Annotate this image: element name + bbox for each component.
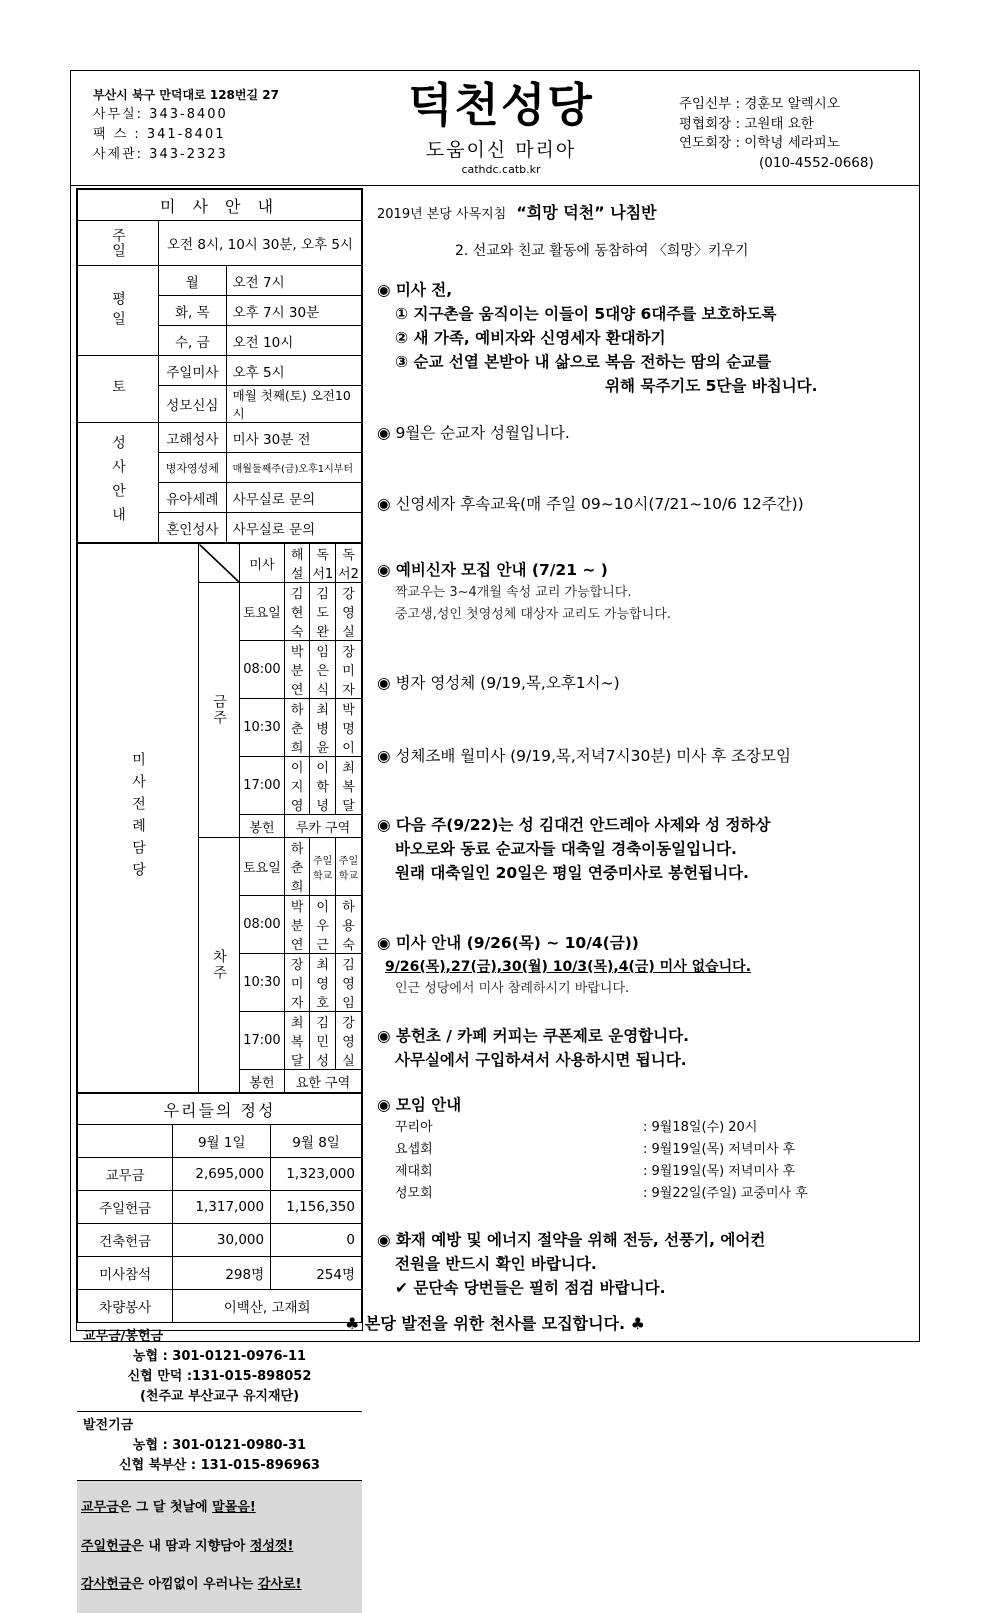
saturday-time: 오후 5시 (226, 356, 361, 386)
duty-cell: 강영실 (335, 1012, 361, 1070)
duty-cell: 08:00 (240, 641, 285, 699)
saturday-item: 성모신심 (159, 386, 227, 423)
sunday-times: 오전 8시, 10시 30분, 오후 5시 (159, 221, 362, 266)
slogan-line: 감사헌금은 아낌없이 우러나는 감사로! (81, 1577, 302, 1592)
diagonal-cell (199, 544, 240, 583)
duty-cell: 장미자 (335, 641, 361, 699)
giving-date: 9월 8일 (271, 1125, 362, 1158)
slogan-box (77, 1481, 362, 1613)
this-week-label: 금주 (199, 583, 240, 838)
slogan-line: 교무금은 그 달 첫날에 말몰음! (81, 1500, 256, 1515)
weekday-time: 오전 7시 (226, 266, 361, 296)
giving-value: 1,323,000 (271, 1158, 362, 1191)
bulletin-page (70, 70, 920, 1592)
giving-value: 1,156,350 (271, 1191, 362, 1224)
sunday-label: 주일 (78, 221, 159, 266)
account-line: 농협 : 301-0121-0976-11 (132, 1349, 307, 1364)
notice-item: ◉ 병자 영성체 (9/19,목,오후1시~) (377, 674, 620, 692)
duty-cell: 김도완 (310, 583, 336, 641)
notice-item: ◉ 다음 주(9/22)는 성 김대건 안드레아 사제와 성 정하상 바오로와 동료 순교자들 대축일 경축이동일입니다. 원래 대축일인 20일은 평일 연중미사로 봉헌됩니다. (377, 816, 771, 882)
notice-item: ◉ 성체조배 월미사 (9/19,목,저녁7시30분) 미사 후 조장모임 (377, 747, 791, 765)
pastor: 주임신부 : 경훈모 알렉시오 (679, 96, 840, 112)
duty-cell: 최복달 (284, 1012, 310, 1070)
giving-value: 0 (271, 1224, 362, 1257)
giving-label: 미사참석 (78, 1257, 173, 1290)
duty-cell: 토요일 (240, 583, 285, 641)
duty-cell: 김영임 (335, 954, 361, 1012)
offering-zone: 루카 구역 (284, 815, 361, 838)
mass-heading: 미 사 안 내 (78, 190, 362, 221)
duty-label: 미사전례담당 (78, 544, 199, 1093)
weekday-day: 월 (159, 266, 227, 296)
notice-item: ◉ 예비신자 모집 안내 (7/21 ~ ) 짝교우는 3~4개월 속성 교리 가능합니다. 중고생,성인 첫영성체 대상자 교리도 가능합니다. (377, 561, 671, 622)
sacrament-name: 병자영성체 (159, 453, 227, 483)
giving-label: 교무금 (78, 1158, 173, 1191)
council-chair: 평협회장 : 고원태 요한 (679, 115, 814, 132)
footer-banner: ♣ 본당 발전을 위한 천사를 모집합니다. ♣ (344, 1314, 646, 1333)
giving-value: 30,000 (173, 1224, 271, 1257)
giving-value: 254명 (271, 1257, 362, 1290)
notice-item: ◉ 봉헌초 / 카페 커피는 쿠폰제로 운영합니다. 사무실에서 구입하셔서 사용하시면 됩니다. (377, 1027, 689, 1069)
office-phone: 사무실: 343-8400 (93, 107, 228, 122)
saturday-time: 매월 첫째(토) 오전10시 (226, 386, 361, 423)
website: cathdc.catb.kr (461, 163, 541, 176)
fax-number: 팩 스 : 341-8401 (93, 127, 226, 142)
giving-value: 2,695,000 (173, 1158, 271, 1191)
weekday-label: 평일 (78, 266, 159, 356)
duty-col-header: 독서1 (310, 544, 336, 583)
sacrament-label: 성사안내 (78, 423, 159, 543)
giving-label: 주일헌금 (78, 1191, 173, 1224)
vehicle-label: 차량봉사 (78, 1290, 173, 1323)
duty-cell: 최병윤 (310, 699, 336, 757)
notice-item: ◉ 모임 안내 꾸리아 : 9월18일(수) 20시 요셉회 : 9월19일(목) 저녁미사 후 제대회 : 9월19일(목) 저녁미사 후 성모회 : 9월22일(주일) 교중미사 후 (377, 1093, 808, 1205)
giving-label: 건축헌금 (78, 1224, 173, 1257)
weekday-day: 수, 금 (159, 326, 227, 356)
notice-item: ◉ 화재 예방 및 에너지 절약을 위해 전등, 선풍기, 에어컨 전원을 반드시 확인 바랍니다. ✔ 문단속 당번들은 필히 점검 바랍니다. (377, 1231, 766, 1297)
next-week-label: 차주 (199, 838, 240, 1093)
giving-date: 9월 1일 (173, 1125, 271, 1158)
giving-value: 298명 (173, 1257, 271, 1290)
giving-heading: 우리들의 정성 (78, 1094, 362, 1125)
saturday-item: 주일미사 (159, 356, 227, 386)
duty-cell: 최영호 (310, 954, 336, 1012)
duty-cell: 하춘희 (284, 838, 310, 896)
sacrament-info: 사무실로 문의 (226, 483, 361, 513)
slogan-line: 주일헌금은 내 땀과 지향담아 정성껏! (81, 1538, 294, 1554)
meeting-row: 성모회 : 9월22일(주일) 교중미사 후 (395, 1186, 808, 1201)
duty-cell: 하춘희 (284, 699, 310, 757)
account-line: 농협 : 301-0121-0980-31 (132, 1438, 307, 1453)
duty-cell: 17:00 (240, 1012, 285, 1070)
staff-block (679, 95, 874, 173)
notice-item: ◉ 신영세자 후속교육(매 주일 09~10시(7/21~10/6 12주간)) (377, 495, 804, 513)
mass-table (77, 189, 362, 543)
rectory-phone: 사제관: 343-2323 (93, 147, 228, 162)
duty-cell: 김현숙 (284, 583, 310, 641)
meeting-row: 꾸리아 : 9월18일(수) 20시 (395, 1120, 758, 1135)
patron-name: 도움이신 마리아 (425, 139, 577, 161)
bulletin-header (71, 71, 919, 186)
offering-label: 봉헌 (240, 1070, 285, 1093)
tithe-title: 교무금/봉헌금 (83, 1329, 164, 1344)
account-line: 신협 만덕 :131-015-898052 (127, 1369, 312, 1384)
duty-cell: 최복달 (335, 757, 361, 815)
account-line: (천주교 부산교구 유지재단) (139, 1389, 300, 1404)
tithe-accounts (77, 1323, 362, 1412)
notice-item: ◉ 미사 전, ① 지구촌을 움직이는 이들이 5대양 6대주를 보호하도록 ② 새 가족, 예비자와 신영세자 환대하기 ③ 순교 선열 본받아 내 삶으로 복음 전하는 땀의 순교를 위해 묵주기도 5단을 바칩니다. (377, 281, 818, 395)
address: 부산시 북구 만덕대로 128번길 27 (93, 88, 279, 102)
account-line: 신협 북부산 : 131-015-896963 (119, 1458, 320, 1473)
notice-item: ◉ 미사 안내 (9/26(목) ~ 10/4(금)) 9/26(목),27(금),30(월) 10/3(목),4(금) 미사 없습니다. 인근 성당에서 미사 참례하시기 바랍니다. (377, 934, 752, 996)
duty-cell: 임은식 (310, 641, 336, 699)
weekday-time: 오후 7시 30분 (226, 296, 361, 326)
duty-cell: 박분연 (284, 641, 310, 699)
duty-col-header: 해 설 (284, 544, 310, 583)
sacrament-info: 매월둘째주(금)오후1시부터 (226, 453, 361, 483)
duty-table (77, 543, 362, 1093)
offering-zone: 요한 구역 (284, 1070, 361, 1093)
church-name: 덕천성당 (408, 78, 594, 132)
duty-cell: 이학녕 (310, 757, 336, 815)
contact-block (93, 85, 279, 165)
sacrament-name: 혼인성사 (159, 513, 227, 543)
duty-cell: 장미자 (284, 954, 310, 1012)
duty-cell: 토요일 (240, 838, 285, 896)
saturday-label: 토 (78, 356, 159, 423)
pastoral-subtitle: 2. 선교와 친교 활동에 동참하여 〈희망〉키우기 (455, 243, 749, 259)
duty-cell: 박분연 (284, 896, 310, 954)
duty-col-header: 미사 (240, 544, 285, 583)
development-accounts (77, 1412, 362, 1481)
duty-cell: 10:30 (240, 699, 285, 757)
meeting-list (377, 1117, 808, 1205)
weekday-day: 화, 목 (159, 296, 227, 326)
annual-chair-phone: (010-4552-0668) (759, 154, 874, 171)
duty-cell: 김민성 (310, 1012, 336, 1070)
duty-cell: 하용숙 (335, 896, 361, 954)
meeting-row: 요셉회 : 9월19일(목) 저녁미사 후 (395, 1142, 796, 1157)
duty-cell: 이지영 (284, 757, 310, 815)
sacrament-name: 고해성사 (159, 423, 227, 453)
duty-cell: 주일학교 (335, 838, 361, 896)
meeting-row: 제대회 : 9월19일(목) 저녁미사 후 (395, 1164, 796, 1179)
development-title: 발전기금 (83, 1418, 134, 1433)
duty-cell: 10:30 (240, 954, 285, 1012)
left-column (76, 188, 363, 1592)
duty-cell: 박명이 (335, 699, 361, 757)
duty-cell: 17:00 (240, 757, 285, 815)
annual-chair: 연도회장 : 이학녕 세라피노 (679, 135, 840, 151)
duty-cell: 강영실 (335, 583, 361, 641)
giving-value: 1,317,000 (173, 1191, 271, 1224)
sacrament-name: 유아세례 (159, 483, 227, 513)
notice-item: ◉ 9월은 순교자 성월입니다. (377, 424, 570, 442)
duty-cell: 주일학교 (310, 838, 336, 896)
giving-table (77, 1093, 362, 1323)
sacrament-info: 미사 30분 전 (226, 423, 361, 453)
sacrament-info: 사무실로 문의 (226, 513, 361, 543)
pastoral-title: 2019년 본당 사목지침 “희망 덕천” 나침반 (377, 203, 657, 222)
duty-col-header: 독서2 (335, 544, 361, 583)
offering-label: 봉헌 (240, 815, 285, 838)
weekday-time: 오전 10시 (226, 326, 361, 356)
vehicle-names: 이백산, 고재희 (173, 1290, 362, 1323)
duty-cell: 08:00 (240, 896, 285, 954)
duty-cell: 이우근 (310, 896, 336, 954)
